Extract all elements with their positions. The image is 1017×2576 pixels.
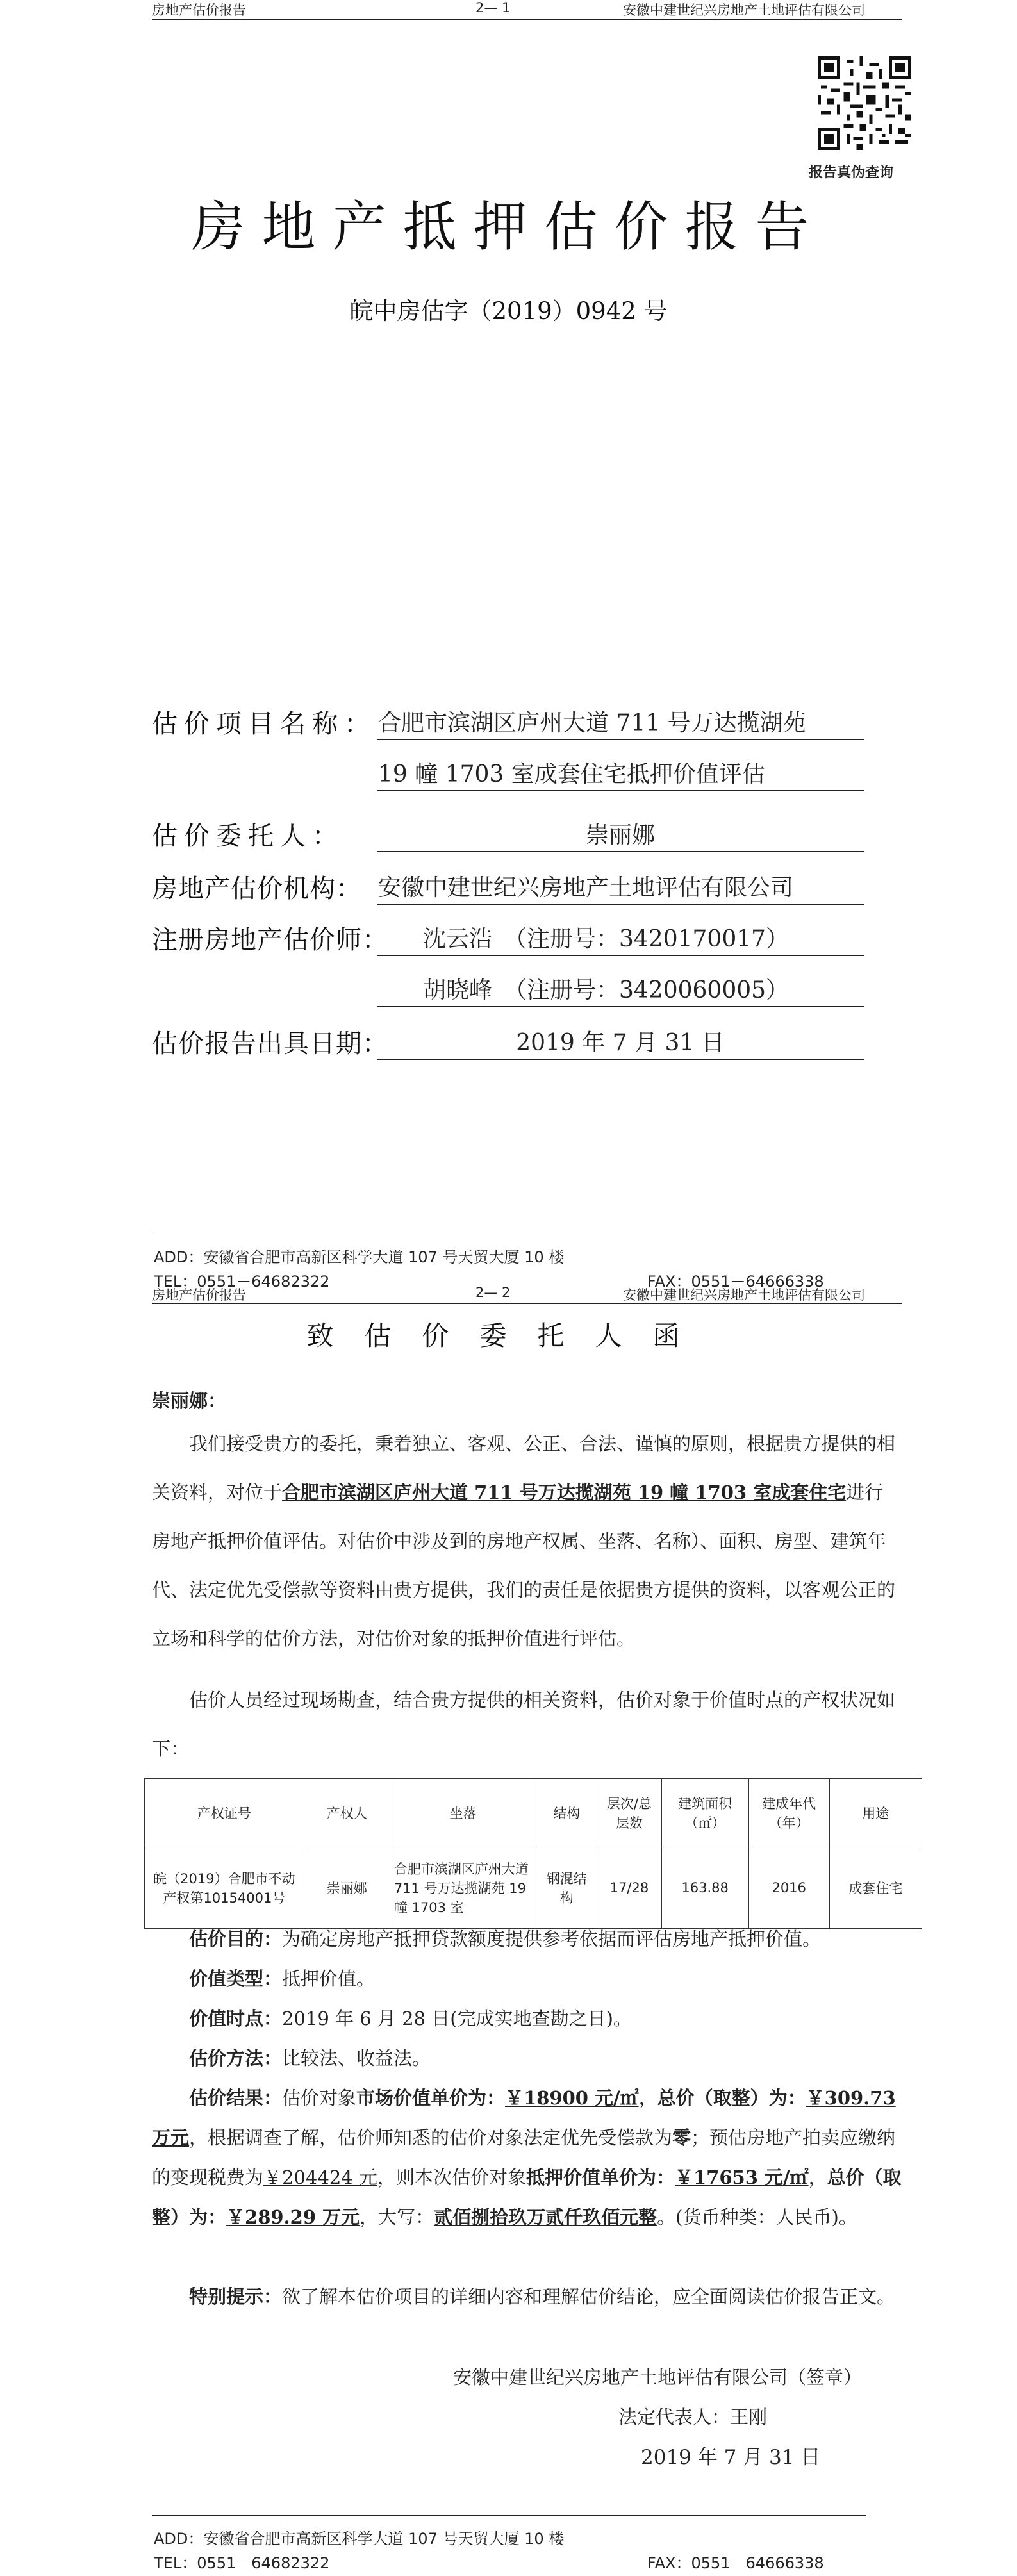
result-text: ，则本次估价对象 (377, 2167, 526, 2188)
sign-legal-rep: 法定代表人：王刚 (618, 2406, 768, 2428)
value-time-line (189, 1999, 902, 2038)
value-time-text: 2019 年 6 月 28 日(完成实地查勘之日)。 (282, 2008, 632, 2029)
agency-underline (377, 904, 864, 905)
issue-date-value: 2019 年 7 月 31 日 (516, 1030, 725, 1056)
header-rule (152, 19, 902, 20)
result-text: 估价对象 (282, 2087, 357, 2109)
table-cell: 崇丽娜 (304, 1847, 390, 1929)
table-header: 产权证号 (145, 1779, 304, 1847)
value-type-line (189, 1959, 902, 1999)
result-text: 。(货币种类：人民币)。 (657, 2206, 857, 2228)
table-header: 坐落 (390, 1779, 536, 1847)
purpose-label: 估价目的： (189, 1928, 283, 1950)
report-title: 房地产抵押估价报告 (191, 195, 826, 258)
table-cell: 皖（2019）合肥市不动产权第10154001号 (145, 1847, 304, 1929)
result-bold: 总价（取整）为： (152, 2167, 902, 2228)
result-bold: 零 (672, 2127, 691, 2149)
appraiser-1: 沈云浩 （注册号：3420170017） (423, 926, 790, 952)
header-left: 房地产估价报告 (152, 3, 246, 18)
notice-text: 欲了解本估价项目的详细内容和理解估价结论，应全面阅读估价报告正文。 (282, 2286, 896, 2308)
method-label: 估价方法： (189, 2047, 283, 2069)
footer-fax: FAX：0551－64666338 (647, 1273, 824, 1291)
agency-value: 安徽中建世纪兴房地产土地评估有限公司 (378, 875, 794, 901)
client-value: 崇丽娜 (585, 822, 655, 848)
notice-paragraph (152, 2277, 902, 2316)
appraiser-underline-1 (377, 955, 864, 956)
result-bold: 市场价值单价为： (356, 2087, 506, 2109)
notice-label: 特别提示： (189, 2286, 283, 2308)
appraiser-label: 注册房地产估价师： (152, 925, 388, 955)
para1-address: 合肥市滨湖区庐州大道 711 号万达揽湖苑 19 幢 1703 室成套住宅 (282, 1482, 847, 1503)
result-text: ，大写： (360, 2206, 434, 2228)
table-header: 结构 (536, 1779, 597, 1847)
table-cell: 钢混结构 (536, 1847, 597, 1929)
property-table (144, 1778, 922, 1929)
client-underline (377, 851, 864, 852)
header-right: 安徽中建世纪兴房地产土地评估有限公司 (623, 3, 865, 18)
para1-text-a: 我们接受贵方的委托，秉着独立、客观、公正、合法、谨慎的原则，根据贵方提供的相关资料，对位于 (152, 1433, 896, 1503)
letter-paragraph-1 (152, 1419, 902, 1663)
sign-date: 2019 年 7 月 31 日 (641, 2446, 821, 2469)
table-cell: 2016 (748, 1847, 829, 1929)
salutation: 崇丽娜： (152, 1390, 227, 1412)
issue-date-label: 估价报告出具日期： (152, 1029, 388, 1059)
header-rule (152, 1303, 902, 1304)
footer-rule (152, 2515, 866, 2516)
method-text: 比较法、收益法。 (282, 2047, 431, 2069)
table-header: 产权人 (304, 1779, 390, 1847)
header-page-number: 2— 2 (475, 1285, 511, 1300)
appraiser-underline-2 (377, 1006, 864, 1007)
result-bold: 抵押价值单价为： (525, 2167, 675, 2188)
project-name-line1: 合肥市滨湖区庐州大道 711 号万达揽湖苑 (378, 710, 806, 736)
table-row (145, 1847, 922, 1929)
table-cell: 成套住宅 (829, 1847, 922, 1929)
qr-caption: 报告真伪查询 (809, 165, 894, 181)
value-type-label: 价值类型： (189, 1968, 283, 1990)
table-header: 用途 (829, 1779, 922, 1847)
header-right: 安徽中建世纪兴房地产土地评估有限公司 (623, 1287, 865, 1303)
table-header: 建筑面积（㎡） (661, 1779, 748, 1847)
table-header: 建成年代（年） (748, 1779, 829, 1847)
result-text: ，根据调查了解，估价师知悉的估价对象法定优先受偿款为 (189, 2127, 673, 2149)
value-time-label: 价值时点： (189, 2008, 283, 2029)
result-text: ， (638, 2087, 657, 2109)
tax-amount: ￥204424 元 (263, 2167, 377, 2188)
qr-code-icon[interactable] (818, 56, 911, 150)
table-header: 层次/总层数 (597, 1779, 661, 1847)
footer-tel: TEL：0551－64682322 (154, 2554, 330, 2572)
result-bold: 总价（取整）为： (657, 2087, 806, 2109)
agency-label: 房地产估价机构： (152, 874, 362, 904)
issue-date-underline (377, 1059, 864, 1060)
report-number: 皖中房估字（2019）0942 号 (349, 297, 668, 325)
letter-paragraph-2: 估价人员经过现场勘查，结合贵方提供的相关资料，估价对象于价值时点的产权状况如下： (152, 1689, 896, 1760)
appraiser-2: 胡晓峰 （注册号：3420060005） (423, 977, 790, 1003)
mortgage-total-price: ￥289.29 万元 (226, 2206, 360, 2228)
table-header-row (145, 1779, 922, 1847)
table-cell: 合肥市滨湖区庐州大道 711 号万达揽湖苑 19 幢 1703 室 (390, 1847, 536, 1929)
header-left: 房地产估价报告 (152, 1287, 246, 1303)
footer-address: ADD：安徽省合肥市高新区科学大道 107 号天贸大厦 10 楼 (154, 2530, 565, 2548)
project-name-label: 估价项目名称： (152, 709, 376, 739)
project-name-line2: 19 幢 1703 室成套住宅抵押价值评估 (378, 761, 765, 788)
para1-text-b: 进行房地产抵押价值评估。对估价中涉及到的房地产权属、坐落、名称）、面积、房型、建筑年代、法定优先受偿款等资料由贵方提供，我们的责任是依据贵方提供的资料，以客观公正的立场和科学的估价方法，对估价对象的抵押价值进行评估。 (152, 1482, 896, 1649)
client-label: 估价委托人： (152, 822, 344, 851)
mortgage-unit-price: ￥17653 元/㎡ (674, 2167, 809, 2188)
market-unit-price: ￥18900 元/㎡ (505, 2087, 639, 2109)
letter-title: 致估价委托人函 (306, 1320, 711, 1351)
result-text: ， (808, 2167, 827, 2188)
table-cell: 163.88 (661, 1847, 748, 1929)
result-label: 估价结果： (189, 2087, 283, 2109)
purpose-text: 为确定房地产抵押贷款额度提供参考依据而评估房地产抵押价值。 (282, 1928, 822, 1950)
sign-company: 安徽中建世纪兴房地产土地评估有限公司（签章） (453, 2366, 863, 2388)
result-text: ；预估房地产拍卖应缴纳的变现税费为 (152, 2127, 896, 2188)
market-total-price: ￥309.73 万元 (152, 2087, 896, 2149)
table-cell: 17/28 (597, 1847, 661, 1929)
header-page-number: 2— 1 (475, 0, 511, 15)
result-paragraph (152, 2078, 902, 2237)
footer-fax: FAX：0551－64666338 (647, 2554, 824, 2572)
footer-tel: TEL：0551－64682322 (154, 1273, 330, 1291)
footer-address: ADD：安徽省合肥市高新区科学大道 107 号天贸大厦 10 楼 (154, 1248, 565, 1266)
method-line (189, 2038, 902, 2078)
project-underline-1 (377, 739, 864, 740)
project-underline-2 (377, 790, 864, 791)
purpose-line (189, 1919, 902, 1959)
value-type-text: 抵押价值。 (282, 1968, 376, 1990)
amount-in-words: 贰佰捌拾玖万贰仟玖佰元整 (434, 2206, 657, 2228)
